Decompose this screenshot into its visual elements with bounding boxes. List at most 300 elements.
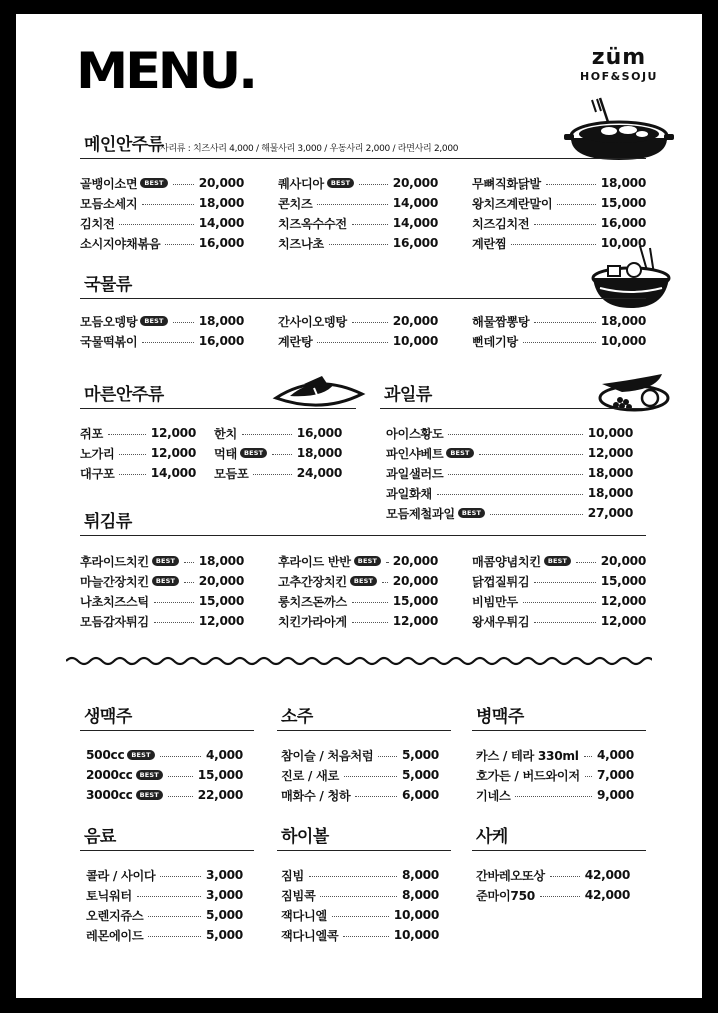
dot-leader <box>317 204 387 205</box>
item-name: 쥐포 <box>80 426 103 441</box>
menu-item <box>86 765 243 785</box>
item-price: 14,000 <box>392 196 438 210</box>
item-price: 4,000 <box>205 748 243 762</box>
dot-leader <box>253 474 291 475</box>
menu-item <box>86 905 243 925</box>
item-price: 5,000 <box>205 928 243 942</box>
best-badge: BEST <box>136 790 163 800</box>
item-price: 27,000 <box>587 506 633 520</box>
item-price: 10,000 <box>600 236 646 250</box>
dot-leader <box>437 494 583 495</box>
dot-leader <box>352 602 388 603</box>
menu-item <box>281 925 439 945</box>
section-title: 과일류 <box>384 385 432 405</box>
menu-item <box>80 571 244 591</box>
item-price: 10,000 <box>393 928 439 942</box>
section-header <box>277 704 451 731</box>
best-badge: BEST <box>136 770 163 780</box>
dot-leader <box>160 876 201 877</box>
section-fried <box>80 509 646 629</box>
item-name: 치즈나초 <box>278 236 324 251</box>
dot-leader <box>546 184 596 185</box>
item-name: 모듬오뎅탕 <box>80 314 138 329</box>
section-soju <box>277 704 451 803</box>
dot-leader <box>576 562 596 563</box>
best-badge: BEST <box>544 556 571 566</box>
menu-item <box>278 551 438 571</box>
menu-column <box>80 173 244 253</box>
item-name: 퀘사디아 <box>278 176 324 191</box>
menu-item <box>476 785 634 805</box>
item-price: 5,000 <box>401 748 439 762</box>
item-name: 모듬소세지 <box>80 196 138 211</box>
item-price: 18,000 <box>587 486 633 500</box>
menu-item <box>278 193 438 213</box>
menu-item <box>86 885 243 905</box>
section-title: 튀김류 <box>84 512 132 532</box>
menu-item <box>281 905 439 925</box>
menu-column <box>214 423 342 483</box>
item-name: 매화수 / 청하 <box>281 788 351 803</box>
section-title: 국물류 <box>84 275 132 295</box>
menu-item <box>476 865 630 885</box>
item-price: 16,000 <box>392 236 438 250</box>
item-name: 500cc <box>86 748 125 762</box>
section-header <box>80 132 646 159</box>
dot-leader <box>523 342 596 343</box>
item-price: 14,000 <box>150 466 196 480</box>
brand-logo: züm <box>591 45 647 70</box>
menu-item <box>80 443 196 463</box>
dot-leader <box>142 342 193 343</box>
dot-leader <box>154 602 194 603</box>
menu-item <box>80 591 244 611</box>
item-price: 15,000 <box>600 196 646 210</box>
dot-leader <box>137 896 201 897</box>
menu-column <box>278 551 438 631</box>
section-drink <box>80 824 254 943</box>
menu-item <box>278 311 438 331</box>
item-name: 준마이750 <box>476 888 535 903</box>
item-name: 짐빔 <box>281 868 304 883</box>
brand-subtitle: HOF&SOJU <box>580 70 658 83</box>
menu-item <box>472 331 646 351</box>
item-price: 22,000 <box>197 788 243 802</box>
menu-column <box>80 423 196 483</box>
section-title: 마른안주류 <box>84 385 164 405</box>
dot-leader <box>448 474 582 475</box>
item-price: 18,000 <box>296 446 342 460</box>
item-price: 18,000 <box>198 554 244 568</box>
section-header <box>472 824 646 851</box>
dot-leader <box>584 756 592 757</box>
item-price: 18,000 <box>587 466 633 480</box>
item-price: 5,000 <box>205 908 243 922</box>
item-name: 소시지야채볶음 <box>80 236 161 251</box>
menu-column <box>278 311 438 351</box>
item-price: 20,000 <box>198 176 244 190</box>
item-name: 대구포 <box>80 466 115 481</box>
dot-leader <box>309 876 397 877</box>
item-name: 뻔데기탕 <box>472 334 518 349</box>
dot-leader <box>534 622 595 623</box>
item-name: 마늘간장치킨 <box>80 574 149 589</box>
dot-leader <box>352 322 388 323</box>
item-price: 10,000 <box>393 908 439 922</box>
section-title: 병맥주 <box>476 707 524 727</box>
item-price: 9,000 <box>596 788 634 802</box>
menu-item <box>472 173 646 193</box>
dot-leader <box>382 582 388 583</box>
section-main <box>80 132 646 251</box>
menu-item <box>281 785 439 805</box>
dot-leader <box>550 876 580 877</box>
item-name: 왕치즈계란말이 <box>472 196 553 211</box>
section-title: 하이볼 <box>281 827 329 847</box>
menu-column <box>278 173 438 253</box>
item-name: 비빔만두 <box>472 594 518 609</box>
dot-leader <box>359 184 388 185</box>
item-name: 치킨가라아게 <box>278 614 347 629</box>
menu-item <box>278 213 438 233</box>
menu-item <box>476 765 634 785</box>
dot-leader <box>352 622 388 623</box>
dot-leader <box>557 204 595 205</box>
menu-item <box>86 865 243 885</box>
menu-column <box>472 173 646 253</box>
item-name: 무뼈직화닭발 <box>472 176 541 191</box>
item-name: 노가리 <box>80 446 115 461</box>
item-name: 콜라 / 사이다 <box>86 868 156 883</box>
menu-item <box>472 611 646 631</box>
section-header <box>277 824 451 851</box>
best-badge: BEST <box>240 448 267 458</box>
item-name: 간바레오또상 <box>476 868 545 883</box>
menu-column <box>472 311 646 351</box>
item-price: 8,000 <box>401 888 439 902</box>
dot-leader <box>108 434 146 435</box>
dot-leader <box>320 896 397 897</box>
best-badge: BEST <box>350 576 377 586</box>
section-header <box>80 382 356 409</box>
item-name: 골뱅이소면 <box>80 176 138 191</box>
menu-item <box>278 611 438 631</box>
item-price: 12,000 <box>587 446 633 460</box>
menu-column <box>80 551 244 631</box>
item-name: 치즈옥수수전 <box>278 216 347 231</box>
item-price: 15,000 <box>197 768 243 782</box>
item-name: 파인샤베트 <box>386 446 444 461</box>
menu-item <box>386 423 633 443</box>
dot-leader <box>119 454 145 455</box>
item-name: 치즈김치전 <box>472 216 530 231</box>
menu-item <box>476 745 634 765</box>
section-title: 소주 <box>281 707 313 727</box>
item-name: 계란탕 <box>278 334 313 349</box>
item-name: 과일샐러드 <box>386 466 444 481</box>
item-name: 모듬감자튀김 <box>80 614 149 629</box>
menu-item <box>278 331 438 351</box>
item-name: 기네스 <box>476 788 511 803</box>
item-price: 12,000 <box>150 426 196 440</box>
dot-leader <box>329 244 388 245</box>
item-price: 20,000 <box>392 176 438 190</box>
item-price: 16,000 <box>198 236 244 250</box>
menu-item <box>476 885 630 905</box>
section-header <box>80 704 254 731</box>
dot-leader <box>142 204 193 205</box>
best-badge: BEST <box>327 178 354 188</box>
section-soup <box>80 272 646 349</box>
dot-leader <box>242 434 292 435</box>
item-price: 14,000 <box>392 216 438 230</box>
item-name: 레몬에이드 <box>86 928 144 943</box>
page-title: MENU. <box>76 42 255 100</box>
best-badge: BEST <box>140 178 167 188</box>
best-badge: BEST <box>354 556 381 566</box>
dot-leader <box>523 602 596 603</box>
section-highball <box>277 824 451 943</box>
dot-leader <box>148 936 201 937</box>
item-name: 김치전 <box>80 216 115 231</box>
menu-item <box>80 423 196 443</box>
wavy-divider <box>66 654 652 668</box>
item-price: 42,000 <box>584 868 630 882</box>
menu-item <box>278 591 438 611</box>
dot-leader <box>378 756 397 757</box>
section-note: 사리류 : 치즈사리 4,000 / 해물사리 3,000 / 우동사리 2,000 / 라면사리 2,000 <box>160 144 459 154</box>
menu-item <box>281 745 439 765</box>
item-name: 후라이드치킨 <box>80 554 149 569</box>
item-name: 잭다니엘콕 <box>281 928 339 943</box>
item-name: 오렌지쥬스 <box>86 908 144 923</box>
item-price: 12,000 <box>198 614 244 628</box>
item-name: 계란찜 <box>472 236 507 251</box>
section-header <box>80 509 646 536</box>
menu-item <box>472 591 646 611</box>
dot-leader <box>534 322 595 323</box>
section-title: 음료 <box>84 827 116 847</box>
section-header <box>80 272 646 299</box>
menu-item <box>80 213 244 233</box>
item-price: 20,000 <box>392 574 438 588</box>
menu-item <box>86 745 243 765</box>
menu-item <box>80 173 244 193</box>
item-name: 콘치즈 <box>278 196 313 211</box>
item-name: 모듬제철과일 <box>386 506 455 521</box>
menu-item <box>80 551 244 571</box>
item-name: 국물떡볶이 <box>80 334 138 349</box>
best-badge: BEST <box>152 576 179 586</box>
menu-item <box>278 571 438 591</box>
section-title: 사케 <box>476 827 508 847</box>
menu-column <box>86 865 243 945</box>
dot-leader <box>344 776 397 777</box>
menu-item <box>80 311 244 331</box>
item-price: 3,000 <box>205 868 243 882</box>
menu-item <box>278 233 438 253</box>
item-price: 20,000 <box>392 554 438 568</box>
dot-leader <box>386 562 388 563</box>
menu-item <box>472 213 646 233</box>
item-price: 20,000 <box>198 574 244 588</box>
item-name: 2000cc <box>86 768 133 782</box>
menu-column <box>476 745 634 805</box>
menu-item <box>80 233 244 253</box>
menu-column <box>281 745 439 805</box>
dot-leader <box>173 322 194 323</box>
item-price: 16,000 <box>600 216 646 230</box>
dot-leader <box>479 454 583 455</box>
item-price: 15,000 <box>198 594 244 608</box>
item-price: 16,000 <box>296 426 342 440</box>
dot-leader <box>119 474 145 475</box>
item-name: 닭껍질튀김 <box>472 574 530 589</box>
item-price: 8,000 <box>401 868 439 882</box>
item-price: 24,000 <box>296 466 342 480</box>
section-header <box>80 824 254 851</box>
item-price: 10,000 <box>392 334 438 348</box>
item-name: 한치 <box>214 426 237 441</box>
item-price: 15,000 <box>392 594 438 608</box>
dot-leader <box>317 342 387 343</box>
item-price: 3,000 <box>205 888 243 902</box>
dot-leader <box>160 756 201 757</box>
item-name: 토닉워터 <box>86 888 132 903</box>
item-name: 매콤양념치킨 <box>472 554 541 569</box>
dot-leader <box>119 224 193 225</box>
menu-column <box>281 865 439 945</box>
menu-column <box>86 745 243 805</box>
menu-item <box>281 765 439 785</box>
menu-item <box>86 925 243 945</box>
menu-item <box>214 443 342 463</box>
best-badge: BEST <box>127 750 154 760</box>
item-name: 먹태 <box>214 446 237 461</box>
dot-leader <box>448 434 582 435</box>
item-price: 4,000 <box>596 748 634 762</box>
dot-leader <box>148 916 201 917</box>
item-price: 18,000 <box>600 176 646 190</box>
dot-leader <box>184 562 194 563</box>
menu-item <box>80 331 244 351</box>
section-dry <box>80 382 356 481</box>
dot-leader <box>272 454 292 455</box>
item-name: 참이슬 / 처음처럼 <box>281 748 374 763</box>
dot-leader <box>184 582 194 583</box>
menu-column <box>476 865 630 905</box>
menu-item <box>80 611 244 631</box>
menu-column <box>472 551 646 631</box>
item-name: 잭다니엘 <box>281 908 327 923</box>
item-name: 해물짬뽕탕 <box>472 314 530 329</box>
menu-item <box>472 311 646 331</box>
menu-item <box>86 785 243 805</box>
item-price: 15,000 <box>600 574 646 588</box>
menu-item <box>80 463 196 483</box>
item-name: 왕새우튀김 <box>472 614 530 629</box>
menu-item <box>214 463 342 483</box>
item-price: 18,000 <box>198 314 244 328</box>
menu-column <box>386 423 633 523</box>
item-name: 나초치즈스틱 <box>80 594 149 609</box>
item-price: 20,000 <box>392 314 438 328</box>
best-badge: BEST <box>446 448 473 458</box>
item-price: 12,000 <box>392 614 438 628</box>
dot-leader <box>168 776 193 777</box>
menu-item <box>278 173 438 193</box>
menu-item <box>472 571 646 591</box>
menu-item <box>281 865 439 885</box>
dot-leader <box>540 896 580 897</box>
item-price: 12,000 <box>600 614 646 628</box>
brand <box>574 46 664 84</box>
dot-leader <box>585 776 592 777</box>
dot-leader <box>534 582 595 583</box>
item-name: 간사이오뎅탕 <box>278 314 347 329</box>
dot-leader <box>511 244 595 245</box>
item-name: 고추간장치킨 <box>278 574 347 589</box>
section-header <box>380 382 646 409</box>
item-price: 14,000 <box>198 216 244 230</box>
menu-item <box>386 483 633 503</box>
item-name: 진로 / 새로 <box>281 768 339 783</box>
menu-page <box>16 14 702 998</box>
item-price: 7,000 <box>596 768 634 782</box>
item-name: 호가든 / 버드와이저 <box>476 768 580 783</box>
item-name: 후라이드 반반 <box>278 554 351 569</box>
menu-item <box>281 885 439 905</box>
dot-leader <box>515 796 592 797</box>
item-name: 아이스황도 <box>386 426 444 441</box>
section-fruit <box>380 382 646 521</box>
item-name: 모듬포 <box>214 466 249 481</box>
dot-leader <box>165 244 193 245</box>
item-price: 18,000 <box>600 314 646 328</box>
menu-item <box>214 423 342 443</box>
item-price: 10,000 <box>587 426 633 440</box>
menu-item <box>472 193 646 213</box>
item-price: 10,000 <box>600 334 646 348</box>
item-price: 5,000 <box>401 768 439 782</box>
menu-item <box>472 551 646 571</box>
section-bottle <box>472 704 646 803</box>
menu-item <box>472 233 646 253</box>
item-name: 3000cc <box>86 788 133 802</box>
best-badge: BEST <box>152 556 179 566</box>
best-badge: BEST <box>140 316 167 326</box>
dot-leader <box>154 622 194 623</box>
section-draft <box>80 704 254 802</box>
best-badge: BEST <box>458 508 485 518</box>
item-name: 과일화채 <box>386 486 432 501</box>
section-header <box>472 704 646 731</box>
item-price: 42,000 <box>584 888 630 902</box>
item-price: 20,000 <box>600 554 646 568</box>
menu-item <box>386 443 633 463</box>
item-price: 18,000 <box>198 196 244 210</box>
section-title: 메인안주류 <box>84 135 164 155</box>
dot-leader <box>352 224 388 225</box>
dot-leader <box>355 796 397 797</box>
section-title: 생맥주 <box>84 707 132 727</box>
item-name: 짐빔콕 <box>281 888 316 903</box>
item-price: 6,000 <box>401 788 439 802</box>
menu-column <box>80 311 244 351</box>
item-price: 12,000 <box>150 446 196 460</box>
section-sake <box>472 824 646 903</box>
item-price: 16,000 <box>198 334 244 348</box>
